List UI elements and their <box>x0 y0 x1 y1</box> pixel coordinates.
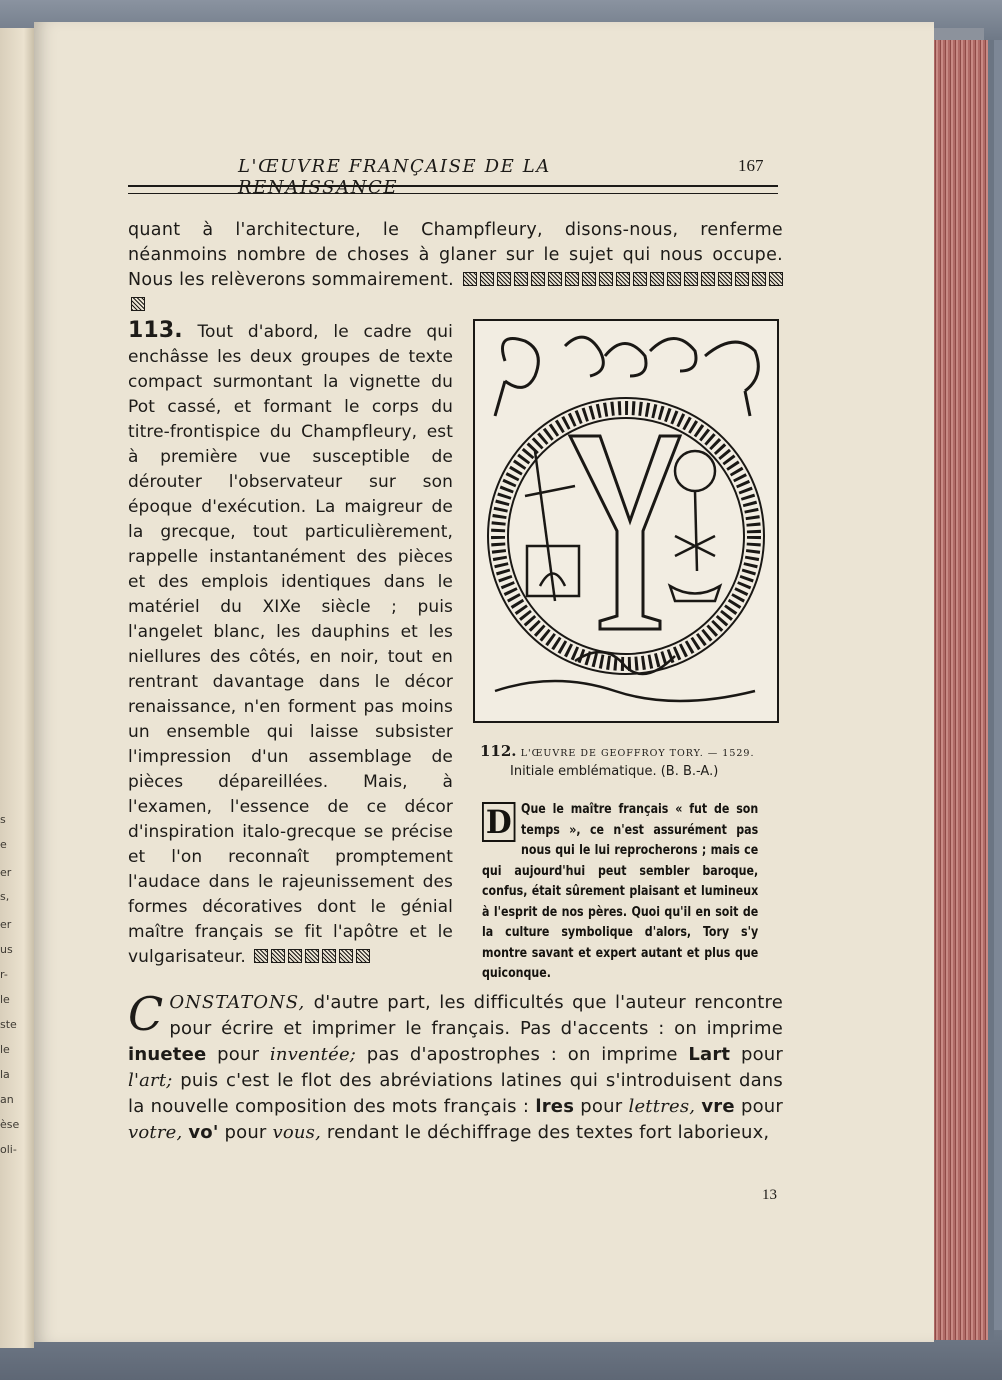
text-run: pas d'apostrophes : on imprime <box>356 1044 689 1065</box>
running-head: L'ŒUVRE FRANÇAISE DE LA RENAISSANCE <box>238 156 551 198</box>
left-page-fragment: er <box>0 866 12 879</box>
left-page-fragment: oli- <box>0 1143 17 1156</box>
sidebar-text: Que le maître français « fut de son temps », ce n'est assurément pas nous qui le lui reprocherons ; mais ce qui aujourd'hui peut sembler baroque, confus, était sûrement plaisant et lumineux à l'esprit de nos pères. Quoi qu'il en soit de la culture symbolique d'alors, Tory s'y montre savant et expert autant et plus que quiconque. <box>482 802 759 981</box>
section-number: 113. <box>128 318 183 343</box>
left-page-fragment: an <box>0 1093 14 1106</box>
tory-y-woodcut <box>475 321 777 721</box>
intro-text: quant à l'architecture, le Champfleury, disons-nous, renferme néanmoins nombre de choses à glaner sur le sujet qui nous occupe. Nous les relèverons sommairement. <box>128 220 783 290</box>
section-113-text: Tout d'abord, le cadre qui enchâsse les deux groupes de texte compact surmontant la vignette du Pot cassé, et formant le corps du titre-frontispice du Champfleury, est à première vue susceptible de dérouter l'observateur sur son époque d'exécution. La maigreur de la grecque, tout particulièrement, rappelle instantanément des pièces et des emplois identiques dans le matériel du XIXe siècle ; puis l'angelet blanc, les dauphins et les niellures des côtés, en noir, tout en rentrant davantage dans le décor renaissance, n'en forment pas moins un ensemble qui laisse subsister l'impression d'un assemblage de pièces dépareillées. Mais, à l'examen, l'essence de ce décor d'inspiration italo-grecque se précise et l'on reconnaît promptement l'audace dans le rajeunissement des formes décoratives dont le génial maître français se fit l'apôtre et le vulgarisateur. <box>128 322 453 967</box>
text-run: pour <box>734 1096 784 1117</box>
figure-caption <box>480 742 780 781</box>
text-run: pour <box>218 1122 273 1143</box>
text-run: pour <box>574 1096 629 1117</box>
text-run: puis c'est le flot des abréviations latines qui s'introduisent dans la nouvelle composition des mots français : <box>128 1070 783 1117</box>
left-page-fragment: la <box>0 1068 10 1081</box>
signature-mark: 13 <box>762 1187 777 1203</box>
text-run: pour <box>206 1044 270 1065</box>
example-italic: l'art; <box>128 1070 173 1091</box>
figure-subtitle: Initiale emblématique. (B. B.-A.) <box>510 764 719 779</box>
example-italic: vous, <box>272 1122 322 1143</box>
facing-page-edge <box>0 28 34 1348</box>
left-page-fragment: s <box>0 813 6 826</box>
page-number: 167 <box>738 156 764 175</box>
page-edges <box>928 40 994 1340</box>
left-page-fragment: le <box>0 993 10 1006</box>
intro-paragraph <box>128 218 783 318</box>
example-bold: vo' <box>188 1122 219 1143</box>
text-run: d'autre part, les difficultés que l'auteur rencontre pour écrire et imprimer le français. Pas d'accents : on imprime <box>169 992 783 1039</box>
header-rule <box>128 185 778 187</box>
header-rule-thin <box>128 193 778 194</box>
example-italic: votre, <box>128 1122 183 1143</box>
text-run: pour <box>730 1044 783 1065</box>
constatons-paragraph <box>128 987 784 1146</box>
left-page-fragment: r- <box>0 968 8 981</box>
section-113-paragraph <box>128 318 453 970</box>
example-bold: vre <box>701 1096 735 1117</box>
paragraph-dropcap: C <box>128 987 164 1041</box>
left-page-fragment: ste <box>0 1018 17 1031</box>
example-bold: lres <box>535 1096 575 1117</box>
emblematic-initial-figure <box>473 319 779 723</box>
left-page-fragment: er <box>0 918 12 931</box>
example-italic: lettres, <box>628 1096 696 1117</box>
example-bold: Lart <box>688 1044 731 1065</box>
sidebar-dropcap: D <box>482 802 515 842</box>
example-bold: inuetee <box>128 1044 207 1065</box>
left-page-fragment: us <box>0 943 13 956</box>
figure-title: L'ŒUVRE DE GEOFFROY TORY. — 1529. <box>520 748 755 759</box>
ornament-row <box>251 947 370 967</box>
figure-number: 112. <box>480 742 517 760</box>
left-page-fragment: le <box>0 1043 10 1056</box>
example-italic: inventée; <box>269 1044 357 1065</box>
lead-word: ONSTATONS, <box>169 992 306 1013</box>
sidebar-note <box>482 800 758 985</box>
text-run: rendant le déchiffrage des textes fort laborieux, <box>321 1122 770 1143</box>
left-page-fragment: èse <box>0 1118 20 1131</box>
left-page-fragment: e <box>0 838 7 851</box>
left-page-fragment: s, <box>0 890 10 903</box>
